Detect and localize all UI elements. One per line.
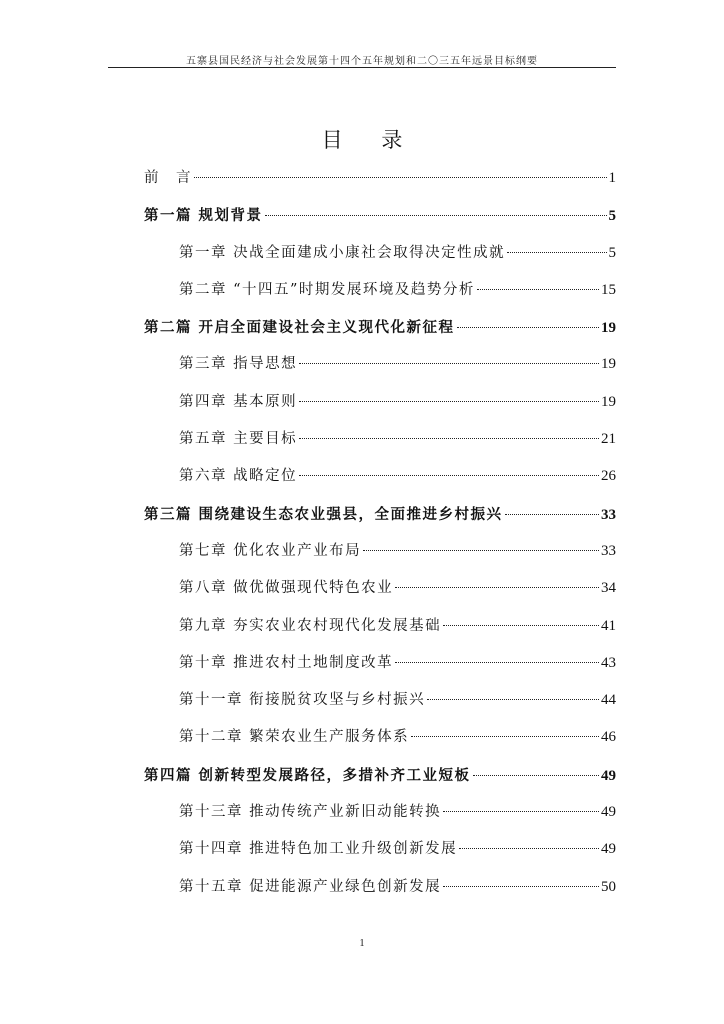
toc-chapter-entry[interactable] xyxy=(144,458,616,495)
toc-dot-leader xyxy=(363,550,599,551)
toc-entry-title: 第十二章 繁荣农业生产服务体系 xyxy=(179,729,410,746)
toc-entry-page: 19 xyxy=(601,320,616,337)
running-header: 五寨县国民经济与社会发展第十四个五年规划和二〇三五年远景目标纲要 xyxy=(186,56,538,67)
toc-dot-leader xyxy=(427,699,599,700)
toc-dot-leader xyxy=(299,363,599,364)
toc-chapter-entry[interactable] xyxy=(144,794,616,831)
toc-entry-page: 41 xyxy=(601,617,616,634)
toc-entry-page: 15 xyxy=(601,281,616,298)
toc-entry-title: 第八章 做优做强现代特色农业 xyxy=(179,580,394,597)
toc-dot-leader xyxy=(457,327,599,328)
toc-entry-title: 第四篇 创新转型发展路径，多措补齐工业短板 xyxy=(144,766,471,784)
toc-part-entry[interactable] xyxy=(144,496,616,533)
toc-entry-page: 26 xyxy=(601,468,616,485)
toc-entry-page: 5 xyxy=(608,244,616,261)
toc-dot-leader xyxy=(443,625,599,626)
toc-entry-title: 第十三章 推动传统产业新旧动能转换 xyxy=(179,804,442,821)
toc-chapter-entry[interactable] xyxy=(144,719,616,756)
toc-entry-page: 34 xyxy=(601,580,616,597)
toc-title: 目 录 xyxy=(321,128,419,152)
toc-dot-leader xyxy=(505,514,599,515)
toc-chapter-entry[interactable] xyxy=(144,682,616,719)
toc-chapter-entry[interactable] xyxy=(144,235,616,272)
toc-part-entry[interactable] xyxy=(144,197,616,234)
toc-part-entry[interactable] xyxy=(144,160,616,197)
toc-entry-title: 第一篇 规划背景 xyxy=(144,207,263,225)
toc-dot-leader xyxy=(507,252,606,253)
toc-dot-leader xyxy=(443,811,599,812)
toc-entry-page: 46 xyxy=(601,729,616,746)
toc-entry-page: 49 xyxy=(601,804,616,821)
toc-entry-page: 21 xyxy=(601,431,616,448)
toc-chapter-entry[interactable] xyxy=(144,608,616,645)
toc-chapter-entry[interactable] xyxy=(144,570,616,607)
toc-entry-title: 第十五章 促进能源产业绿色创新发展 xyxy=(179,878,442,895)
toc-entry-title: 前 言 xyxy=(144,170,192,186)
toc-dot-leader xyxy=(477,289,599,290)
header-divider xyxy=(108,67,616,68)
toc-entry-page: 19 xyxy=(601,356,616,373)
toc-dot-leader xyxy=(265,215,607,216)
toc-part-entry[interactable] xyxy=(144,309,616,346)
toc-dot-leader xyxy=(395,662,599,663)
toc-entry-page: 44 xyxy=(601,692,616,709)
toc-entry-page: 33 xyxy=(601,542,616,559)
table-of-contents xyxy=(144,160,616,906)
page-number: 1 xyxy=(359,938,365,949)
toc-entry-title: 第十四章 推进特色加工业升级创新发展 xyxy=(179,841,458,858)
toc-entry-title: 第九章 夯实农业农村现代化发展基础 xyxy=(179,617,442,634)
toc-entry-page: 19 xyxy=(601,393,616,410)
toc-dot-leader xyxy=(473,775,599,776)
toc-chapter-entry[interactable] xyxy=(144,346,616,383)
toc-entry-title: 第四章 基本原则 xyxy=(179,393,298,410)
toc-dot-leader xyxy=(194,177,607,178)
toc-entry-page: 5 xyxy=(608,208,616,225)
toc-chapter-entry[interactable] xyxy=(144,645,616,682)
toc-entry-title: 第六章 战略定位 xyxy=(179,468,298,485)
toc-entry-title: 第十一章 衔接脱贫攻坚与乡村振兴 xyxy=(179,692,426,709)
toc-entry-title: 第三篇 围绕建设生态农业强县，全面推进乡村振兴 xyxy=(144,505,503,523)
toc-entry-title: 第五章 主要目标 xyxy=(179,431,298,448)
toc-chapter-entry[interactable] xyxy=(144,421,616,458)
toc-dot-leader xyxy=(299,438,599,439)
toc-dot-leader xyxy=(299,401,599,402)
toc-dot-leader xyxy=(459,848,599,849)
toc-entry-page: 49 xyxy=(601,767,616,784)
toc-entry-title: 第二篇 开启全面建设社会主义现代化新征程 xyxy=(144,319,455,337)
toc-entry-page: 1 xyxy=(608,170,616,186)
toc-entry-title: 第三章 指导思想 xyxy=(179,356,298,373)
toc-part-entry[interactable] xyxy=(144,757,616,794)
toc-dot-leader xyxy=(299,475,599,476)
toc-entry-title: 第二章 “十四五”时期发展环境及趋势分析 xyxy=(179,281,475,298)
toc-entry-page: 33 xyxy=(601,506,616,523)
toc-chapter-entry[interactable] xyxy=(144,533,616,570)
toc-dot-leader xyxy=(395,587,599,588)
toc-entry-page: 43 xyxy=(601,654,616,671)
toc-chapter-entry[interactable] xyxy=(144,272,616,309)
toc-entry-page: 50 xyxy=(601,878,616,895)
toc-dot-leader xyxy=(443,886,599,887)
toc-chapter-entry[interactable] xyxy=(144,831,616,868)
toc-chapter-entry[interactable] xyxy=(144,869,616,906)
toc-entry-title: 第十章 推进农村土地制度改革 xyxy=(179,654,394,671)
toc-dot-leader xyxy=(411,736,599,737)
toc-entry-title: 第七章 优化农业产业布局 xyxy=(179,542,362,559)
toc-entry-title: 第一章 决战全面建成小康社会取得决定性成就 xyxy=(179,244,506,261)
toc-entry-page: 49 xyxy=(601,841,616,858)
toc-chapter-entry[interactable] xyxy=(144,384,616,421)
